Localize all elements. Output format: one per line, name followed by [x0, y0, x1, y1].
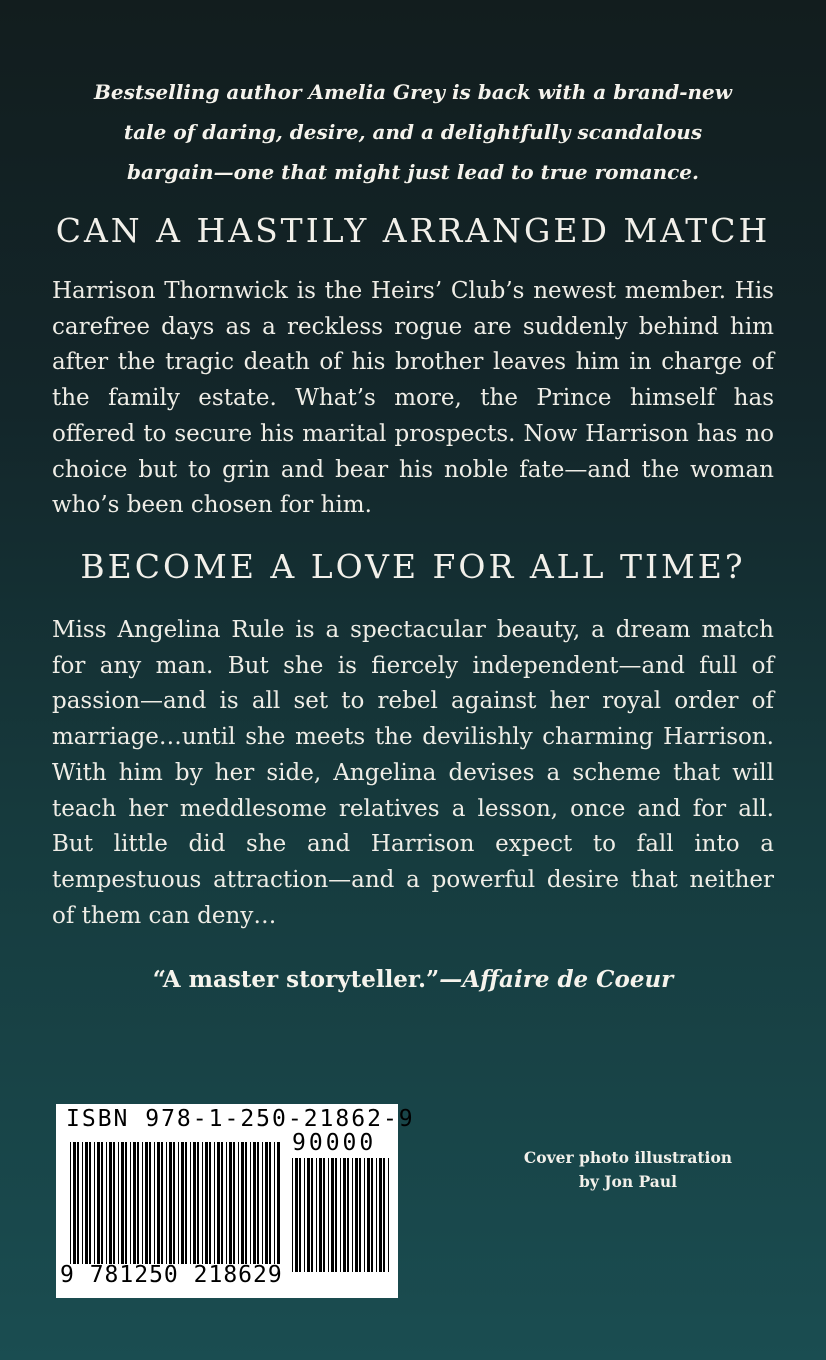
barcode-bar	[205, 1142, 208, 1264]
barcode-bar	[379, 1158, 382, 1272]
barcode-bar	[229, 1142, 232, 1264]
barcode-bar	[233, 1142, 235, 1264]
barcode-bar	[121, 1142, 124, 1264]
barcode-bar	[304, 1158, 305, 1272]
barcode-bar	[193, 1142, 196, 1264]
barcode-bar	[253, 1142, 256, 1264]
barcode-bar	[209, 1142, 211, 1264]
synopsis-paragraph-1: Harrison Thornwick is the Heirs’ Club’s newest member. His carefree days as a reckless rogue are suddenly behind him after the tragic death of his brother leaves him in charge of the family estate. What’s more, the Prince himself has offered to secure his marital prospects. Now Harrison has no choice but to grin and bear his noble fate—and the woman who’s been chosen for him.	[52, 278, 774, 519]
cover-credit	[500, 1146, 756, 1194]
barcode-bar	[125, 1142, 127, 1264]
barcode-bar	[250, 1142, 251, 1264]
barcode-bar	[311, 1158, 313, 1272]
barcode-bar	[355, 1158, 358, 1272]
barcode-bar	[118, 1142, 119, 1264]
barcode-bar	[331, 1158, 334, 1272]
barcode-bar	[106, 1142, 107, 1264]
barcode-bar	[376, 1158, 377, 1272]
barcode-bar	[166, 1142, 167, 1264]
barcode-bar	[347, 1158, 349, 1272]
barcode-bar	[383, 1158, 385, 1272]
section-heading-1: CAN A HASTILY ARRANGED MATCH	[55, 211, 771, 250]
barcode-bar	[109, 1142, 112, 1264]
barcode-bar	[343, 1158, 346, 1272]
tagline: Bestselling author Amelia Grey is back with a brand-new tale of daring, desire, and a delightfully scandalous bargain—one that might just lead to true romance.	[94, 80, 732, 184]
barcode-bar	[307, 1158, 310, 1272]
barcode-bars-main	[70, 1142, 282, 1264]
barcode-bar	[299, 1158, 301, 1272]
barcode-bar	[214, 1142, 215, 1264]
barcode-bar	[181, 1142, 184, 1264]
barcode-bar	[352, 1158, 353, 1272]
barcode-bar	[238, 1142, 239, 1264]
barcode-bar	[149, 1142, 151, 1264]
barcode-bar	[245, 1142, 247, 1264]
barcode-bar	[257, 1142, 259, 1264]
barcode-bar	[371, 1158, 373, 1272]
barcode-bar	[178, 1142, 179, 1264]
barcode-bar	[335, 1158, 337, 1272]
barcode-bar	[161, 1142, 163, 1264]
synopsis-paragraph-2: Miss Angelina Rule is a spectacular beauty, a dream match for any man. But she is fiercely independent—and full of passion—and is all set to rebel against her royal order of marriage…until she meets the devilishly charming Harrison. With him by her side, Angelina devises a scheme that will teach her meddlesome relatives a lesson, once and for all. But little did she and Harrison expect to fall into a tempestuous attraction—and a powerful desire that neither of them can deny…	[52, 617, 774, 929]
barcode-bar	[221, 1142, 223, 1264]
barcode-bar	[319, 1158, 322, 1272]
barcode-bar	[94, 1142, 95, 1264]
barcode-bar	[359, 1158, 361, 1272]
section-heading-2: BECOME A LOVE FOR ALL TIME?	[80, 547, 746, 586]
barcode-bar	[137, 1142, 139, 1264]
barcode-bar	[77, 1142, 79, 1264]
barcode-bar	[173, 1142, 175, 1264]
barcode-bar	[202, 1142, 203, 1264]
barcode-bar	[154, 1142, 155, 1264]
barcode-bar	[217, 1142, 220, 1264]
barcode-bar	[364, 1158, 365, 1272]
barcode-bar	[241, 1142, 244, 1264]
barcode-bar	[185, 1142, 187, 1264]
barcode-bar	[323, 1158, 325, 1272]
barcode-bar	[89, 1142, 91, 1264]
barcode-bar	[262, 1142, 263, 1264]
barcode-bar	[157, 1142, 160, 1264]
barcode-bar	[113, 1142, 115, 1264]
review-text: “A master storyteller.”	[152, 966, 440, 993]
isbn-barcode	[56, 1104, 415, 1298]
price-code: 90000	[292, 1130, 377, 1156]
barcode-bar	[145, 1142, 148, 1264]
barcode-bar	[292, 1158, 293, 1272]
barcode-bar	[101, 1142, 103, 1264]
barcode-bar	[265, 1142, 268, 1264]
barcode-bar	[316, 1158, 317, 1272]
barcode-bar	[274, 1142, 275, 1264]
barcode-bar	[388, 1158, 389, 1272]
barcode-bar	[197, 1142, 199, 1264]
barcode-bar	[328, 1158, 329, 1272]
barcode-bar	[169, 1142, 172, 1264]
barcode-bar	[269, 1142, 271, 1264]
barcode-bar	[226, 1142, 227, 1264]
barcode-bar	[97, 1142, 100, 1264]
credit-line-2: by Jon Paul	[578, 1172, 678, 1191]
credit-line-1: Cover photo illustration	[523, 1148, 733, 1167]
barcode-bar	[133, 1142, 136, 1264]
barcode-bar	[295, 1158, 298, 1272]
barcode-digits: 9 781250 218629	[60, 1262, 283, 1288]
barcode-bar	[367, 1158, 370, 1272]
barcode-bar	[277, 1142, 280, 1264]
barcode-bars-addon	[292, 1158, 392, 1272]
barcode-bar	[70, 1142, 71, 1264]
review-quote	[0, 966, 826, 993]
barcode-bar	[85, 1142, 88, 1264]
barcode-bar	[190, 1142, 191, 1264]
barcode-bar	[142, 1142, 143, 1264]
barcode-bar	[130, 1142, 131, 1264]
barcode-bar	[340, 1158, 341, 1272]
barcode-bar	[73, 1142, 76, 1264]
isbn-label: ISBN 978-1-250-21862-9	[66, 1106, 415, 1132]
barcode-bar	[82, 1142, 83, 1264]
review-source: —Affaire de Coeur	[439, 966, 674, 993]
